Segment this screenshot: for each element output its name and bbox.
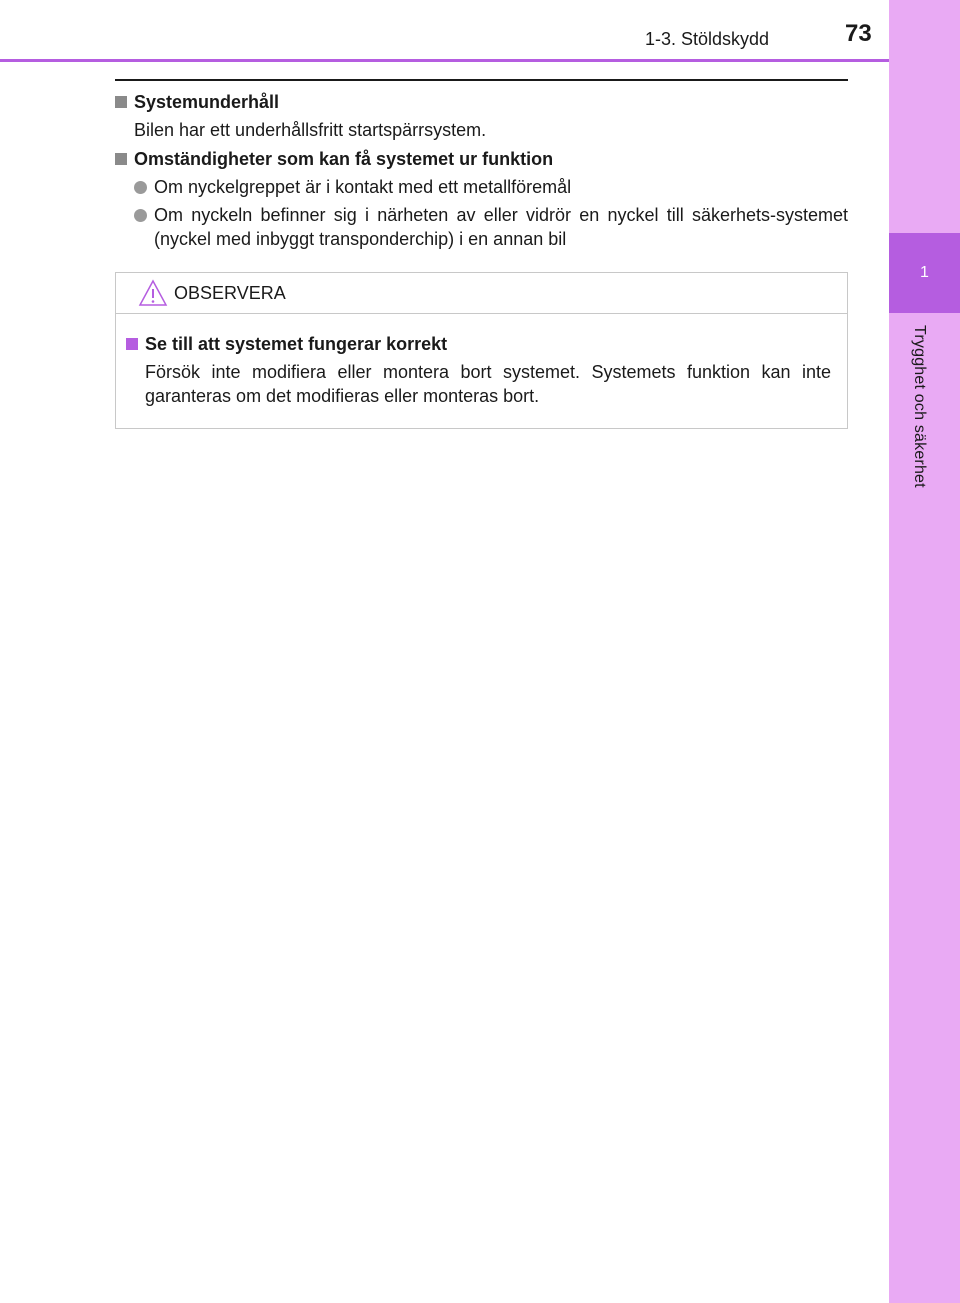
list-item-text: Om nyckeln befinner sig i närheten av eller vidrör en nyckel till säkerhets-systemet (nyckel med inbyggt transponderchip) i en annan bil bbox=[154, 205, 848, 249]
section-rule bbox=[115, 79, 848, 81]
section-title: 1-3. Stöldskydd bbox=[645, 29, 770, 49]
chapter-side-tab bbox=[889, 0, 960, 1303]
list-item bbox=[134, 175, 848, 199]
section-heading bbox=[115, 147, 848, 171]
chapter-title: Trygghet och säkerhet bbox=[911, 325, 928, 488]
list-item-text: Om nyckelgreppet är i kontakt med ett metallföremål bbox=[154, 177, 572, 197]
heading-text: Systemunderhåll bbox=[134, 92, 280, 112]
square-bullet-icon bbox=[115, 153, 127, 165]
section-paragraph: Bilen har ett underhållsfritt startspärrsystem. bbox=[134, 120, 487, 140]
header-divider bbox=[0, 59, 889, 62]
main-content bbox=[115, 90, 848, 251]
caution-body bbox=[116, 314, 847, 408]
square-bullet-icon bbox=[126, 338, 138, 350]
caution-heading bbox=[126, 332, 831, 356]
heading-text: Omständigheter som kan få systemet ur funktion bbox=[134, 149, 554, 169]
caution-header bbox=[116, 273, 847, 314]
section-heading bbox=[115, 90, 848, 114]
chapter-number: 1 bbox=[889, 233, 960, 313]
caution-box bbox=[115, 272, 848, 429]
round-bullet-icon bbox=[134, 181, 147, 194]
round-bullet-icon bbox=[134, 209, 147, 222]
warning-triangle-icon bbox=[138, 279, 168, 307]
square-bullet-icon bbox=[115, 96, 127, 108]
caution-paragraph: Försök inte modifiera eller montera bort systemet. Systemets funktion kan inte garanteras om det modifieras eller monteras bort. bbox=[145, 362, 831, 406]
page-number: 73 bbox=[845, 20, 872, 47]
heading-text: Se till att systemet fungerar korrekt bbox=[145, 334, 448, 354]
caution-title: OBSERVERA bbox=[174, 283, 286, 303]
list-item bbox=[134, 203, 848, 251]
